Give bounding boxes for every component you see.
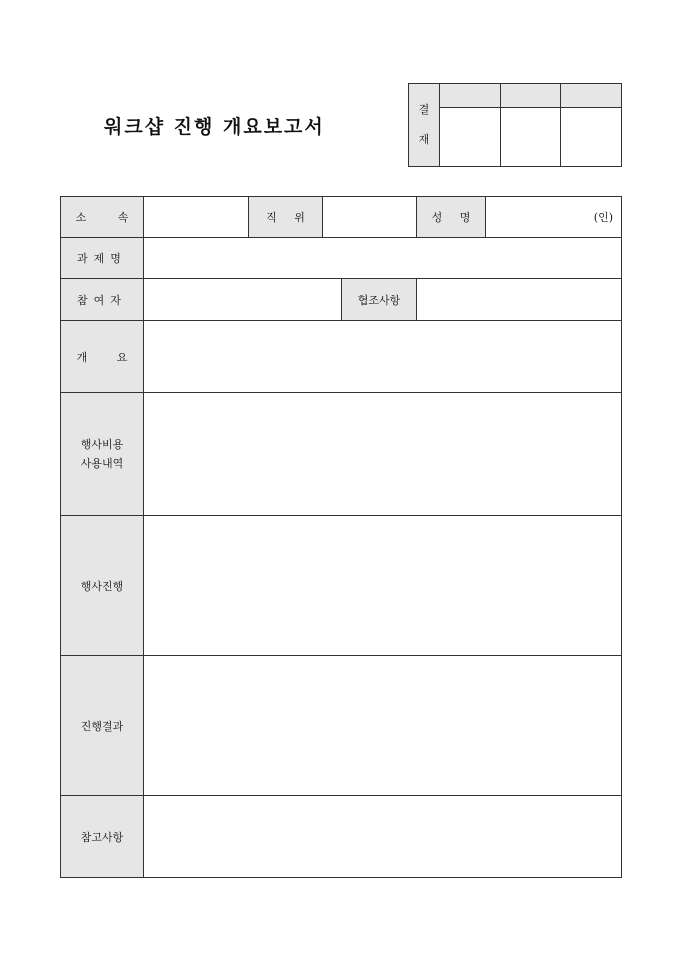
approval-head-1 — [440, 84, 501, 108]
approval-signature-3[interactable] — [561, 108, 622, 167]
notes-field[interactable] — [144, 796, 622, 878]
expense-field[interactable] — [144, 393, 622, 516]
progress-label — [61, 516, 144, 656]
seal-mark: (인) — [593, 211, 613, 224]
result-label — [61, 656, 144, 796]
affiliation-label-text: 소 속 — [75, 211, 129, 224]
name-label — [417, 197, 486, 238]
participants-label — [61, 279, 144, 321]
approval-label — [409, 84, 440, 167]
document-title: 워크샵 진행 개요보고서 — [104, 116, 325, 138]
cooperation-label — [342, 279, 417, 321]
name-label-text: 성 명 — [431, 211, 471, 224]
cooperation-field[interactable] — [417, 279, 622, 321]
overview-label — [61, 321, 144, 393]
approval-signature-1[interactable] — [440, 108, 501, 167]
project-field[interactable] — [144, 238, 622, 279]
participants-label-text: 참여자 — [77, 293, 127, 307]
expense-label-line1: 행사비용 — [80, 438, 124, 451]
expense-label — [61, 393, 144, 516]
position-label-text: 직 위 — [266, 211, 305, 224]
approval-label-line1: 결 — [418, 103, 430, 116]
overview-label-text: 개 요 — [76, 350, 128, 364]
overview-field[interactable] — [144, 321, 622, 393]
name-field[interactable] — [486, 197, 622, 238]
report-form — [60, 196, 622, 878]
approval-head-2 — [500, 84, 561, 108]
notes-label — [61, 796, 144, 878]
expense-label-line2: 사용내역 — [80, 457, 124, 470]
project-label-text: 과제명 — [77, 252, 127, 265]
participants-field[interactable] — [144, 279, 342, 321]
result-label-text: 진행결과 — [80, 719, 124, 733]
approval-box — [408, 83, 622, 167]
affiliation-field[interactable] — [144, 197, 249, 238]
affiliation-label — [61, 197, 144, 238]
project-label — [61, 238, 144, 279]
position-field[interactable] — [323, 197, 417, 238]
result-field[interactable] — [144, 656, 622, 796]
cooperation-label-text: 협조사항 — [357, 293, 401, 307]
approval-signature-2[interactable] — [500, 108, 561, 167]
position-label — [249, 197, 323, 238]
approval-head-3 — [561, 84, 622, 108]
progress-label-text: 행사진행 — [80, 579, 124, 593]
approval-label-line2: 재 — [418, 133, 430, 146]
notes-label-text: 참고사항 — [80, 830, 124, 844]
progress-field[interactable] — [144, 516, 622, 656]
